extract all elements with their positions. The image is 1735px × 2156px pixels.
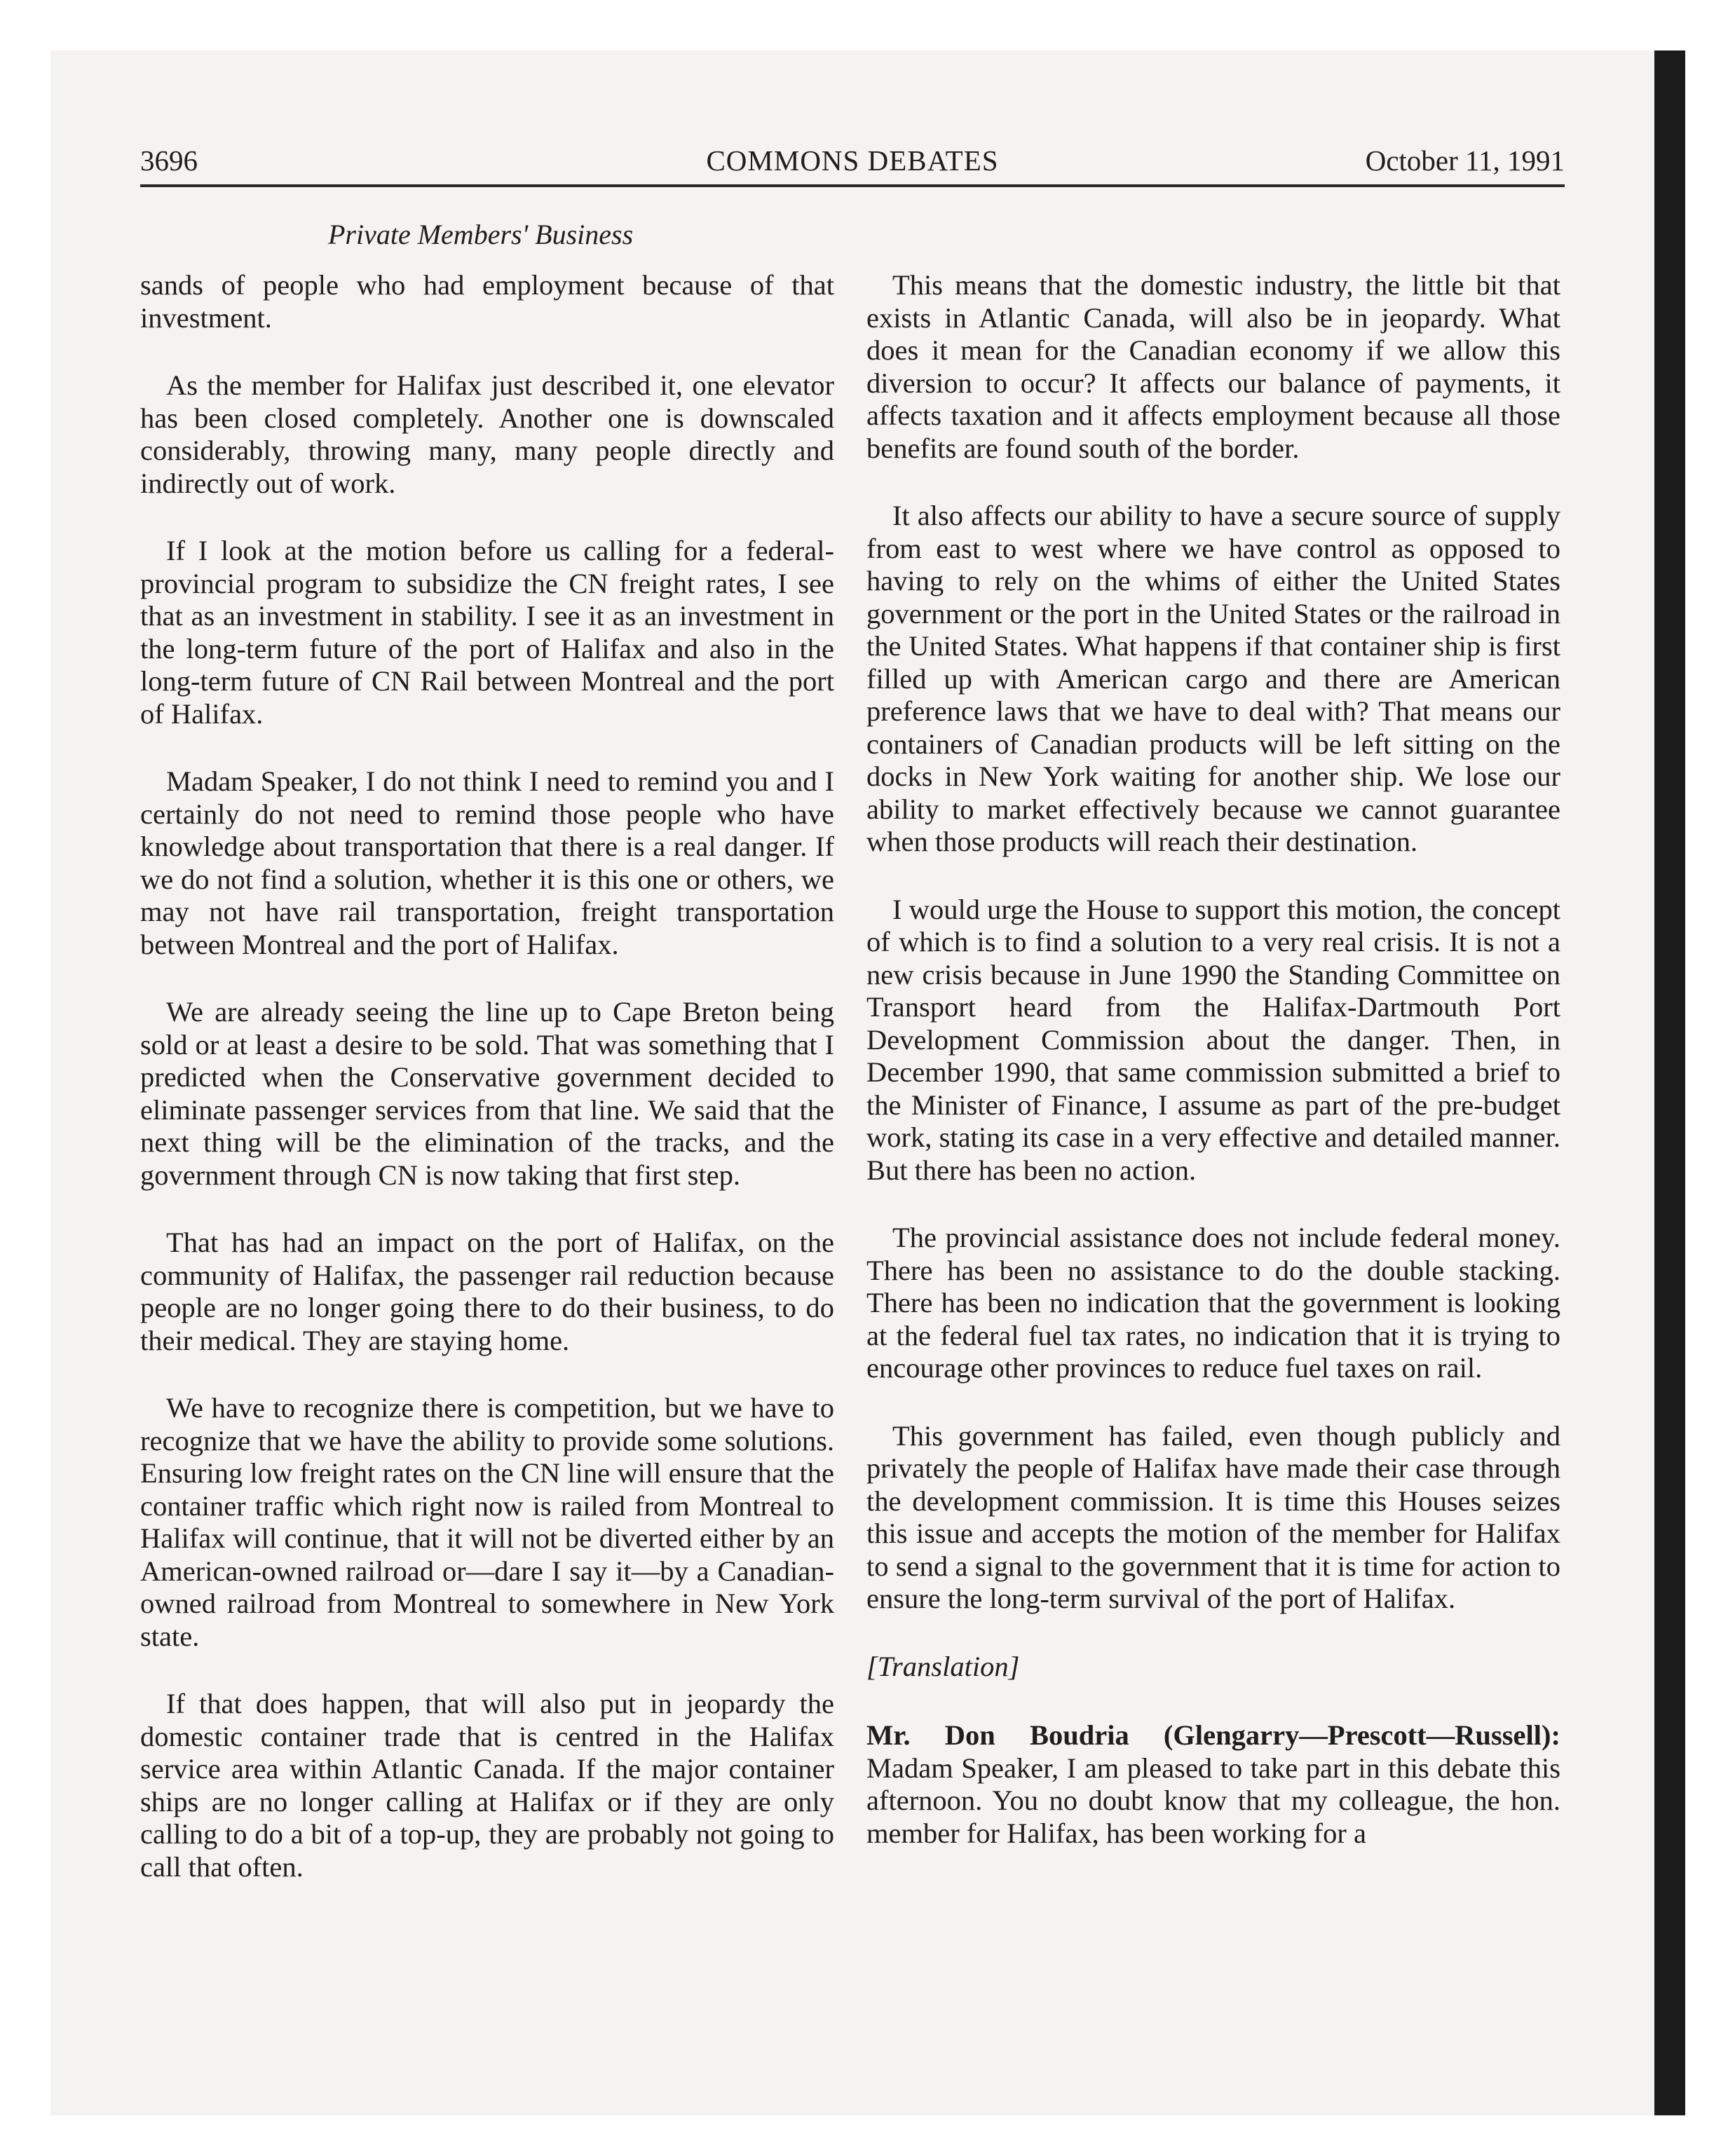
paragraph: sands of people who had employment because of that investment. — [140, 269, 834, 334]
paragraph: As the member for Halifax just described it, one elevator has been closed completely. Another one is downscaled considerably, throwing many, many people directly and indirectly out of work. — [140, 369, 834, 499]
paragraph: I would urge the House to support this motion, the concept of which is to find a solution to a very real crisis. It is not a new crisis because in June 1990 the Standing Committee on Transport heard from the Halifax-Dartmouth Port Development Commission about the danger. Then, in December 1990, that same commission submitted a brief to the Minister of Finance, I assume as part of the pre-budget work, stating its case in a very effective and detailed manner. But there has been no action. — [866, 893, 1560, 1186]
section-label: Private Members' Business — [328, 219, 634, 250]
paragraph: This government has failed, even though publicly and privately the people of Halifax have made their case through the development commission. It is time this Houses seizes this issue and accepts the motion of the member for Halifax to send a signal to the government that it is time for action to ensure the long-term survival of the port of Halifax. — [866, 1419, 1560, 1614]
paragraph: If I look at the motion before us calling for a federal-provincial program to subsidize the CN freight rates, I see that as an investment in stability. I see it as an investment in the long-term future of the port of Halifax and also in the long-term future of CN Rail between Montreal and the port of Halifax. — [140, 535, 834, 730]
paragraph: The provincial assistance does not include federal money. There has been no assistance to do the double stacking. There has been no indication that the government is looking at the federal fuel tax rates, no indication that it is trying to encourage other provinces to reduce fuel taxes on rail. — [866, 1222, 1560, 1384]
paragraph: It also affects our ability to have a secure source of supply from east to west where we have control as opposed to having to rely on the whims of either the United States government or the port in the United States or the railroad in the United States. What happens if that container ship is first filled up with American cargo and there are American preference laws that we have to deal with? That means our containers of Canadian products will be left sitting on the docks in New York waiting for another ship. We lose our ability to market effectively because we cannot guarantee when those products will reach their destination. — [866, 500, 1560, 857]
paragraph: That has had an impact on the port of Halifax, on the community of Halifax, the passenger rail reduction because people are no longer going there to do their business, to do their medical. They are staying home. — [140, 1227, 834, 1356]
page-header — [140, 140, 1565, 181]
paragraph: We are already seeing the line up to Cape Breton being sold or at least a desire to be sold. That was something that I predicted when the Conservative government decided to eliminate passenger services from that line. We said that the next thing will be the elimination of the tracks, and the government through CN is now taking that first step. — [140, 996, 834, 1191]
page-number: 3696 — [140, 144, 198, 177]
paragraph: This means that the domestic industry, the little bit that exists in Atlantic Canada, will also be in jeopardy. What does it mean for the Canadian economy if we allow this diversion to occur? It affects our balance of payments, it affects taxation and it affects employment because all those benefits are found south of the border. — [866, 269, 1560, 464]
publication-date: October 11, 1991 — [1365, 144, 1565, 177]
speech-text: Madam Speaker, I am pleased to take part in this debate this afternoon. You no doubt know that my colleague, the hon. member for Halifax, has been working for a — [866, 1752, 1560, 1849]
right-column — [866, 269, 1560, 1885]
left-column — [140, 269, 834, 1918]
paragraph: We have to recognize there is competition, but we have to recognize that we have the ability to provide some solutions. Ensuring low freight rates on the CN line will ensure that the container traffic which right now is railed from Montreal to Halifax will continue, that it will not be diverted either by an American-owned railroad or—dare I say it—by a Canadian-owned railroad from Montreal to somewhere in New York state. — [140, 1392, 834, 1652]
speaker-name: Mr. Don Boudria (Glengarry—Prescott—Russell): — [866, 1719, 1560, 1751]
paragraph: Madam Speaker, I do not think I need to remind you and I certainly do not need to remind those people who have knowledge about transportation that there is a real danger. If we do not find a solution, whether it is this one or others, we may not have rail transportation, freight transportation between Montreal and the port of Halifax. — [140, 765, 834, 960]
speech-paragraph — [866, 1719, 1560, 1850]
paragraph: If that does happen, that will also put in jeopardy the domestic container trade that is centred in the Halifax service area within Atlantic Canada. If the major container ships are no longer calling at Halifax or if they are only calling to do a bit of a top-up, they are probably not going to call that often. — [140, 1688, 834, 1883]
publication-title: COMMONS DEBATES — [706, 144, 999, 177]
translation-label: [Translation] — [866, 1650, 1020, 1682]
header-rule — [140, 184, 1565, 187]
binding-shadow — [1654, 50, 1685, 2115]
